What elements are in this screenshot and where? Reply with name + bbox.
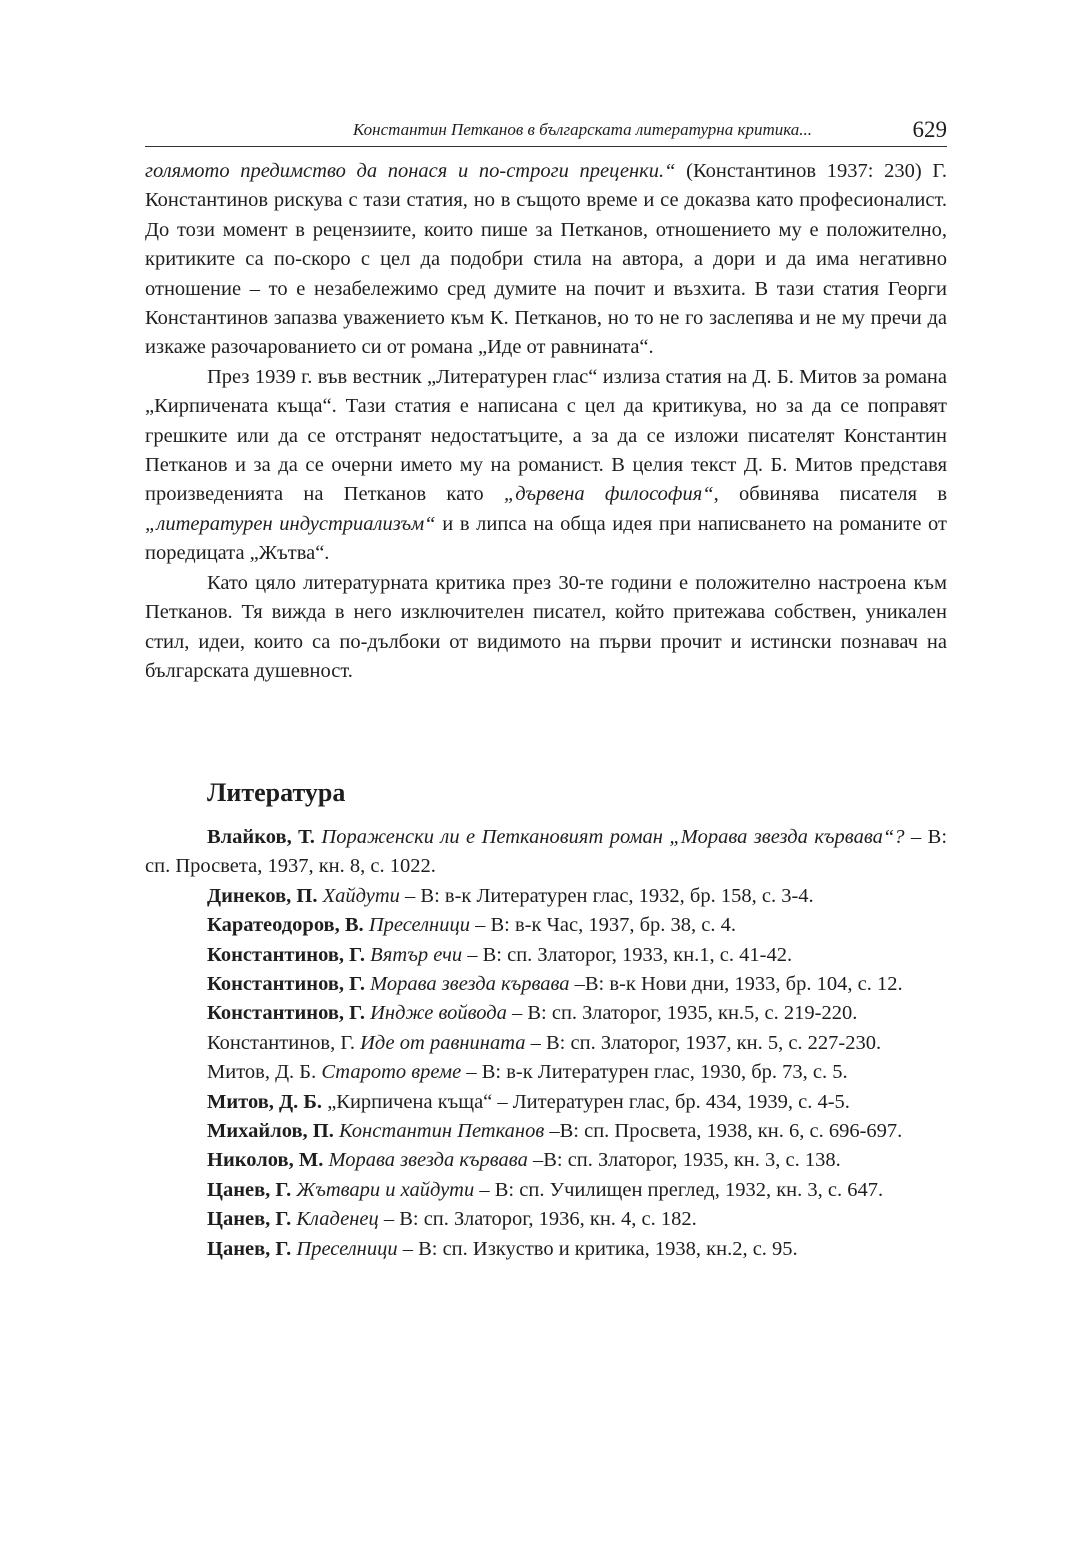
paragraph-text: и в липса на обща идея при написването на романите от поредицата „Жътва“. bbox=[145, 512, 947, 565]
ref-author: Константинов, Г. bbox=[207, 973, 365, 996]
ref-details: – В: сп. Изкуство и критика, 1938, кн.2, с. 95. bbox=[397, 1237, 798, 1260]
ref-author: Константинов, Г. bbox=[207, 1031, 355, 1054]
reference-item bbox=[145, 1117, 947, 1146]
ref-details: – В: сп. Златорог, 1935, кн.5, с. 219-220. bbox=[506, 1002, 858, 1025]
ref-author: Михайлов, П. bbox=[207, 1120, 334, 1143]
reference-item bbox=[145, 911, 947, 940]
ref-title: Морава звезда кървава bbox=[370, 973, 570, 996]
ref-title: Хайдути bbox=[322, 884, 400, 907]
page-number: 629 bbox=[912, 117, 947, 142]
ref-details: – В: в-к Литературен глас, 1932, бр. 158, с. 3-4. bbox=[399, 884, 814, 907]
reference-item bbox=[145, 1029, 947, 1058]
ref-details: – В: сп. Златорог, 1933, кн.1, с. 41-42. bbox=[462, 943, 793, 966]
ref-author: Константинов, Г. bbox=[207, 1002, 365, 1025]
reference-item bbox=[145, 1088, 947, 1117]
ref-details: – В: в-к Час, 1937, бр. 38, с. 4. bbox=[469, 914, 736, 937]
reference-item bbox=[145, 970, 947, 999]
ref-title: Преселници bbox=[368, 914, 470, 937]
article-body bbox=[145, 157, 947, 686]
ref-title: Жътвари и хайдути bbox=[296, 1178, 475, 1201]
ref-title: Индже войвода bbox=[370, 1002, 507, 1025]
ref-title: Вятър ечи bbox=[370, 943, 463, 966]
quote-italic: голямото предимство да понася и по-строги преценки.“ bbox=[145, 160, 676, 182]
paragraph-2 bbox=[145, 363, 947, 569]
ref-title: Иде от равнината bbox=[360, 1031, 526, 1054]
paragraph-text: , обвинява писателя в bbox=[713, 483, 947, 506]
reference-item bbox=[145, 1235, 947, 1264]
ref-author: Митов, Д. Б. bbox=[207, 1090, 323, 1113]
quote-italic: „дървена философия“ bbox=[503, 483, 714, 506]
page-header bbox=[145, 112, 947, 147]
ref-details: – В: в-к Литературен глас, 1930, бр. 73, с. 5. bbox=[461, 1061, 848, 1084]
ref-details: – В: сп. Училищен преглед, 1932, кн. 3, с. 647. bbox=[474, 1178, 884, 1201]
reference-item bbox=[145, 823, 947, 882]
ref-title: Старото време bbox=[321, 1061, 462, 1084]
paragraph-3: Като цяло литературната критика през 30-те години е положително настроена към Петканов. Тя вижда в него изключителен писател, който притежава собствен, уникален стил, идеи, които са по-дълбоки от видимото на първи прочит и истински познавач на българската душевност. bbox=[145, 571, 947, 682]
reference-item bbox=[145, 1058, 947, 1087]
ref-details: – В: сп. Златорог, 1937, кн. 5, с. 227-230. bbox=[525, 1031, 882, 1054]
ref-details: „Кирпичена къща“ – Литературен глас, бр. 434, 1939, с. 4-5. bbox=[327, 1090, 850, 1113]
ref-details: –В: сп. Просвета, 1938, кн. 6, с. 696-697. bbox=[544, 1120, 903, 1143]
ref-details: – В: сп. Златорог, 1936, кн. 4, с. 182. bbox=[378, 1208, 697, 1231]
ref-title: Кладенец bbox=[296, 1208, 379, 1231]
ref-title: Пораженски ли е Петкановият роман „Морава звезда кървава“? bbox=[321, 826, 905, 848]
reference-item bbox=[145, 999, 947, 1028]
references-heading: Литература bbox=[207, 778, 346, 807]
ref-author: Влайков, Т. bbox=[207, 826, 315, 848]
ref-title: Морава звезда кървава bbox=[328, 1149, 528, 1172]
ref-author: Цанев, Г. bbox=[207, 1237, 292, 1260]
reference-item bbox=[145, 941, 947, 970]
paragraph-text: (Константинов 1937: 230) Г. Константинов рискува с тази статия, но в същото време и се доказва като професионалист. До този момент в рецензиите, които пише за Петканов, отношението му е положително, критиките са по-скоро с цел да подобри стила на автора, а дори и да има негативно отношение – то е незабележимо сред думите на почит и възхита. В тази статия Георги Константинов запазва уважението към К. Петканов, но то не го заслепява и не му пречи да изкаже разочарованието си от романа „Иде от равнината“. bbox=[145, 160, 947, 359]
ref-author: Митов, Д. Б. bbox=[207, 1061, 317, 1084]
references-list bbox=[145, 823, 947, 1264]
ref-author: Цанев, Г. bbox=[207, 1178, 292, 1201]
paragraph-text: През 1939 г. във вестник „Литературен глас“ излиза статия на Д. Б. Митов за романа „Кирпичената къща“. Тази статия е написана с цел да критикува, но за да се поправят грешките или да се отстранят недостатъците, а за да се изложи писателят Константин Петканов и за да се очерни името му на романист. В целия текст Д. Б. Митов представя произведенията на Петканов като bbox=[145, 365, 947, 506]
reference-item bbox=[145, 1205, 947, 1234]
ref-author: Динеков, П. bbox=[207, 884, 318, 907]
ref-author: Цанев, Г. bbox=[207, 1208, 292, 1231]
paragraph-1 bbox=[145, 157, 947, 363]
ref-details: – В: сп. Просвета, 1937, кн. 8, с. 1022. bbox=[145, 826, 948, 878]
ref-details: –В: сп. Златорог, 1935, кн. 3, с. 138. bbox=[527, 1149, 841, 1172]
quote-italic: „литературен индустриализъм“ bbox=[145, 512, 436, 535]
reference-item bbox=[145, 1146, 947, 1175]
ref-author: Николов, М. bbox=[207, 1149, 324, 1172]
reference-item bbox=[145, 1176, 947, 1205]
ref-title: Константин Петканов bbox=[338, 1120, 545, 1143]
ref-details: –В: в-к Нови дни, 1933, бр. 104, с. 12. bbox=[569, 973, 903, 996]
ref-author: Константинов, Г. bbox=[207, 943, 365, 966]
running-title: Константин Петканов в българската литературна критика... bbox=[353, 120, 812, 139]
reference-item bbox=[145, 882, 947, 911]
ref-author: Каратеодоров, В. bbox=[207, 914, 364, 937]
ref-title: Преселници bbox=[296, 1237, 398, 1260]
